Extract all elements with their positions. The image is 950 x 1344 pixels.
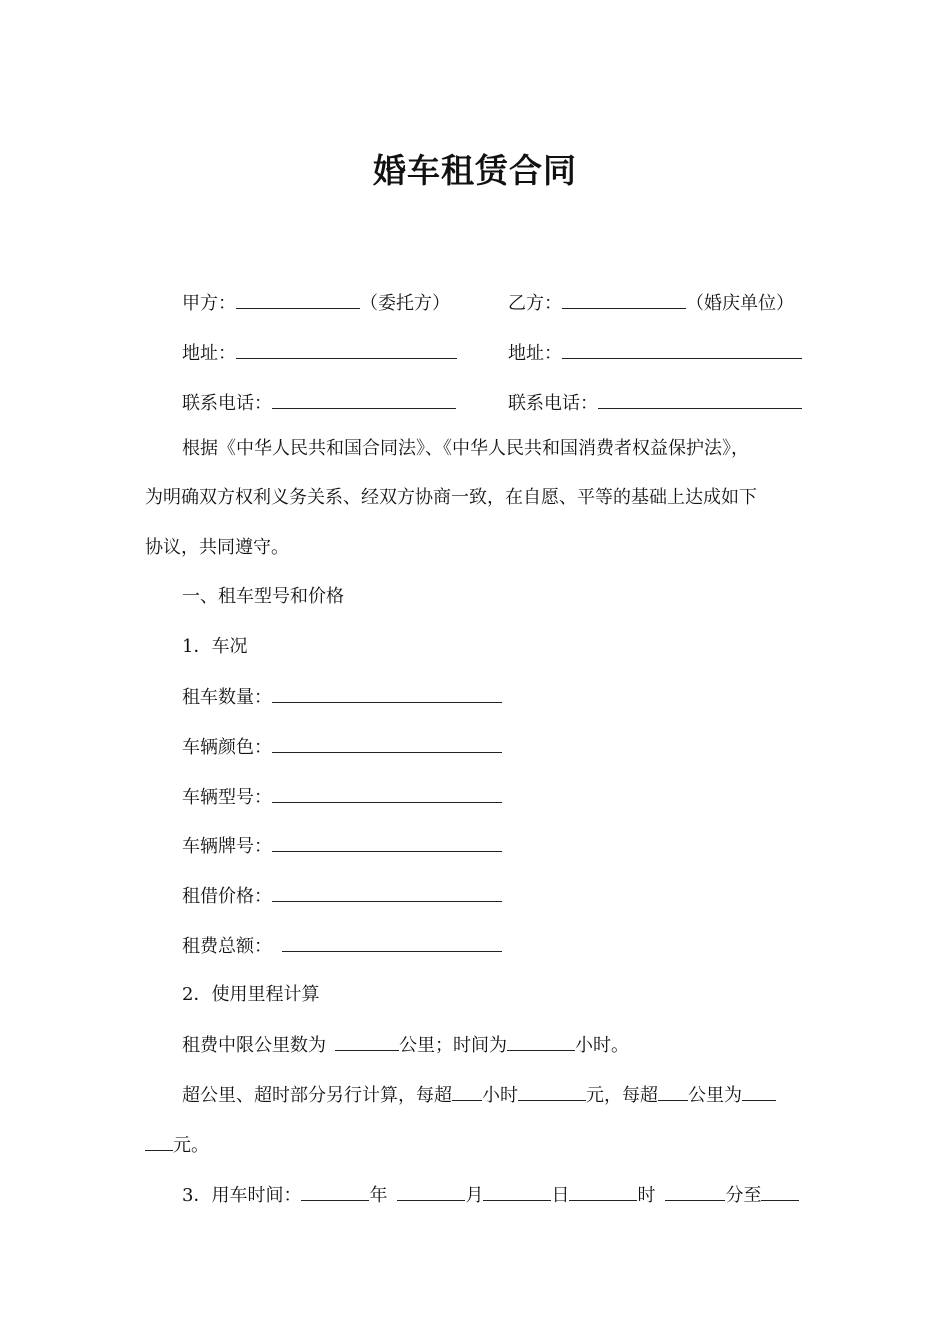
address-b-blank[interactable]: [562, 340, 802, 359]
usage-minute-label: 分至: [725, 1185, 762, 1206]
mileage-hours-blank[interactable]: [507, 1032, 575, 1051]
mileage-text-a: 租费中限公里数为: [182, 1035, 326, 1056]
usage-month-blank[interactable]: [397, 1182, 465, 1201]
field-model: [182, 784, 502, 811]
field-count-blank[interactable]: [272, 684, 502, 703]
phone-a-label: 联系电话：: [182, 393, 272, 414]
overtime-hour-blank[interactable]: [452, 1082, 482, 1101]
party-b-blank[interactable]: [562, 290, 686, 309]
party-a-blank[interactable]: [236, 290, 360, 309]
field-plate-blank[interactable]: [272, 833, 502, 852]
preamble-line-1: 根据《中华人民共和国合同法》、《中华人民共和国消费者权益保护法》，: [182, 438, 749, 459]
usage-hour-blank[interactable]: [569, 1182, 637, 1201]
address-b-line: [508, 340, 802, 367]
field-color-label: 车辆颜色：: [182, 737, 272, 758]
field-total-label: 租费总额：: [182, 936, 272, 957]
usage-year-label: 年: [369, 1185, 388, 1206]
party-a-line: [182, 290, 450, 317]
mileage-line: [182, 1032, 629, 1059]
phone-a-blank[interactable]: [272, 390, 456, 409]
overtime-text-a: 超公里、超时部分另行计算，每超: [182, 1085, 452, 1106]
mileage-km-blank[interactable]: [335, 1032, 399, 1051]
mileage-text-b: 公里；时间为: [399, 1035, 507, 1056]
field-price: [182, 883, 502, 910]
overtime-text-e: 元。: [173, 1135, 209, 1156]
usage-month-label: 月: [465, 1185, 484, 1206]
party-b-suffix: （婚庆单位）: [686, 293, 794, 314]
usage-end-blank[interactable]: [761, 1182, 799, 1201]
party-b-label: 乙方：: [508, 293, 562, 314]
document-title: 婚车租赁合同: [373, 151, 577, 190]
usage-year-blank[interactable]: [301, 1182, 369, 1201]
party-b-line: [508, 290, 794, 317]
overtime-km-price-blank-a[interactable]: [742, 1082, 776, 1101]
party-a-suffix: （委托方）: [360, 293, 450, 314]
field-color-blank[interactable]: [272, 734, 502, 753]
overtime-text-c: 元，每超: [586, 1085, 658, 1106]
phone-b-blank[interactable]: [598, 390, 802, 409]
usage-day-blank[interactable]: [483, 1182, 551, 1201]
phone-b-label: 联系电话：: [508, 393, 598, 414]
field-plate: [182, 833, 502, 860]
usage-minute-blank[interactable]: [665, 1182, 725, 1201]
field-total-blank[interactable]: [282, 933, 502, 952]
overtime-km-blank[interactable]: [658, 1082, 688, 1101]
overtime-line-1: [182, 1082, 776, 1109]
party-a-label: 甲方：: [182, 293, 236, 314]
overtime-text-d: 公里为: [688, 1085, 742, 1106]
field-count: [182, 684, 502, 711]
usage-hour-label: 时: [637, 1185, 656, 1206]
field-model-blank[interactable]: [272, 784, 502, 803]
overtime-hour-price-blank[interactable]: [518, 1082, 586, 1101]
field-plate-label: 车辆牌号：: [182, 836, 272, 857]
address-a-label: 地址：: [182, 343, 236, 364]
address-a-line: [182, 340, 457, 367]
overtime-text-b: 小时: [482, 1085, 518, 1106]
field-color: [182, 734, 502, 761]
overtime-line-2: [145, 1132, 209, 1159]
phone-b-line: [508, 390, 802, 417]
address-b-label: 地址：: [508, 343, 562, 364]
address-a-blank[interactable]: [236, 340, 457, 359]
field-count-label: 租车数量：: [182, 687, 272, 708]
field-model-label: 车辆型号：: [182, 787, 272, 808]
usage-day-label: 日: [551, 1185, 570, 1206]
overtime-km-price-blank-b[interactable]: [145, 1132, 173, 1151]
usage-time-label: 3．用车时间：: [182, 1185, 302, 1206]
usage-time-line: [182, 1182, 799, 1209]
preamble-line-2: 为明确双方权利义务关系、经双方协商一致，在自愿、平等的基础上达成如下: [145, 487, 757, 508]
mileage-text-c: 小时。: [575, 1035, 629, 1056]
section-1-heading: 一、租车型号和价格: [182, 586, 344, 607]
item-2-heading: 2．使用里程计算: [182, 984, 320, 1005]
phone-a-line: [182, 390, 456, 417]
field-total: [182, 933, 502, 960]
preamble-line-3: 协议，共同遵守。: [145, 537, 289, 558]
field-price-blank[interactable]: [272, 883, 502, 902]
item-1-heading: 1．车况: [182, 636, 248, 657]
field-price-label: 租借价格：: [182, 886, 272, 907]
